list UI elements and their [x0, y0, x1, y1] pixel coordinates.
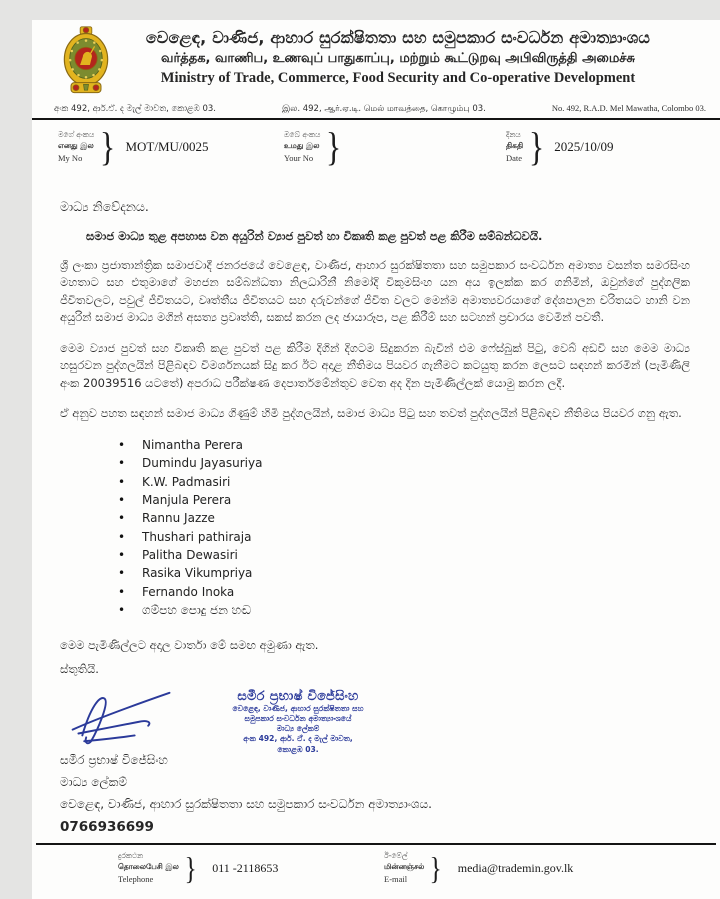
accused-name-list [118, 437, 690, 620]
stamp-line: මාධ්‍ය ලේකම් [276, 724, 320, 734]
address-sinhala: අංක 492, ආර්.ඒ. ද මැල් මාවත, කොළඹ 03. [54, 104, 217, 114]
header-divider [32, 118, 720, 120]
telephone-value: 011 -2118653 [212, 860, 279, 875]
my-no-block [58, 124, 209, 169]
list-item: • K.W. Padmasiri [118, 474, 690, 491]
subject-line: සමාජ මාධ්‍ය තුළ අපහාස වන අයුරින් ව්‍යාජ පුවත් හා විකෘති කළ පුවත් පළ කිරීම සම්බන්ධවයි. [86, 229, 543, 243]
paragraph-1: ශ්‍රී ලංකා ප්‍රජාතාන්ත්‍රික සමාජවාදී ජනරජයේ වෙළෙඳ, වාණිජ, ආහාර සුරක්ෂිතතා සහ සමුපකාර සංවර්ධන අමාත්‍ය වසන්ත සමරසිංහ මහතාට සහ එතුමාගේ මහජන සම්බන්ධතා නිලධාරිනී නිමෝදි විකුමසිංහ යන අය ඉලක්ක කර ගනිමින්, ඔවුන්ගේ පුද්ගලික ජීවිතවලට, පවුල් ජීවිතයට, වෘත්තීය ජීවිතයට සහ දරුවන්ගේ ජීවිත වලට මෙන්ම අමාත්‍යවරයාගේ දේශපාලන චරිතයට හානි වන අයුරින් සමාජ මාධ්‍ය මගින් අසත්‍ය ප්‍රවෘත්ති, සකස් කරන ලද ඡායාරූප, පළ කිරීම් සහ සටහන් ප්‍රචාරය වෙමින් පවතී. [60, 258, 690, 325]
list-item: • ගම්පහ පොදු ජන හඬ [118, 602, 690, 619]
bracket-glyph: } [100, 124, 116, 169]
my-no-value: MOT/MU/0025 [125, 139, 209, 154]
your-no-labels [284, 130, 320, 164]
stamp-line: අංක 492, ආර්. ඒ. ද මැල් මාවත, [243, 734, 353, 744]
paragraph-3: ඒ අනුව පහත සඳහන් සමාජ මාධ්‍ය ගිණුම් හිමි පුද්ගලයින්, සමාජ මාධ්‍ය පිටු සහ තවත් පුද්ගලයින් පිළිබඳව නීතිමය පියවර ගනු ඇත. [60, 406, 682, 421]
your-no-label-sinhala: ඔබේ අංකය [284, 129, 321, 139]
email-value: media@trademin.gov.lk [457, 860, 574, 875]
list-item: • Rannu Jazze [118, 510, 690, 527]
list-item: • Dumindu Jayasuriya [118, 455, 690, 472]
bracket-glyph: } [429, 850, 443, 887]
letter-footer [32, 843, 720, 897]
email-labels [384, 851, 424, 885]
your-no-label-english: Your No [284, 152, 314, 163]
your-no-label-tamil: உமது இல [284, 140, 320, 150]
signatory-details [60, 753, 720, 835]
telephone-label-english: Telephone [118, 873, 154, 884]
date-label-sinhala: දිනය [506, 129, 521, 139]
letter-page [32, 20, 720, 899]
letterhead [32, 20, 720, 96]
my-no-label-tamil: எனது இல [58, 140, 94, 150]
paragraph-2: මෙම ව්‍යාජ පුවත් සහ විකෘති කළ පුවත් පළ කිරීම දිගින් දිගටම සිදුකරන බැවින් එම ෆේස්බුක් පිටු, වෙබ් අඩවි සහ මෙම මාධ්‍ය හසුරවන පුද්ගලයින් පිළිබඳව විමර්ශනයක් සිදු කර ඊට අදාළ නීතිමය පියවර ගැනීමට කටයුතු කරන ලෙසට සඳහන් කරමින් (පැමිණිලි අංක 20039516 යටතේ) අපරාධ පරීක්ෂණ දෙපාර්තමේන්තුව වෙත අද දින පැමිණිල්ලක් යොමු කරන ලදී. [60, 340, 690, 390]
signatory-phone: 0766936699 [60, 818, 154, 835]
address-english: No. 492, R.A.D. Mel Mawatha, Colombo 03. [551, 103, 706, 113]
email-label-sinhala: ඊ-මේල් [384, 851, 408, 860]
bracket-glyph: } [326, 124, 342, 169]
ministry-name-sinhala: වෙළෙඳ, වාණිජ, ආහාර සුරක්ෂිතතා සහ සමුපකාර සංවර්ධන අමාත්‍යාංශය [145, 28, 651, 47]
address-tamil: இல. 492, ஆர்.ஏ.டி. மெல் மாவத்தை, கொழும்பு 03. [282, 104, 486, 114]
stamp-line: වෙළෙඳ, වාණිජ, ආහාර සුරක්ෂිතතා සහ [232, 703, 364, 713]
bracket-glyph: } [184, 850, 197, 887]
ministry-name-tamil: வர்த்தக, வாணிப, உணவுப் பாதுகாப்பு, மற்றும் கூட்டுறவு அபிவிருத்தி அமைச்சு [161, 51, 635, 66]
date-label-english: Date [506, 152, 523, 163]
date-label-tamil: திகதி [506, 140, 524, 150]
signatory-ministry: වෙළෙඳ, වාණිජ, ආහාර සුරක්ෂිතතා සහ සමුපකාර සංවර්ධන අමාත්‍යාංශය. [60, 796, 432, 811]
my-no-label-sinhala: මගේ අංකය [58, 129, 95, 139]
email-label-english: E-mail [384, 873, 408, 884]
signatory-title: මාධ්‍ය ලේකම් [60, 774, 127, 789]
telephone-block [118, 851, 278, 885]
handwritten-signature-icon [64, 687, 182, 749]
sri-lanka-national-emblem-icon [60, 26, 112, 96]
your-no-block [284, 124, 352, 169]
telephone-labels [118, 851, 179, 885]
media-release-heading: මාධ්‍ය නිවේදනය. [60, 199, 149, 214]
footer-contacts [32, 845, 720, 897]
ministry-titles [112, 24, 684, 87]
list-item: • Manjula Perera [118, 492, 690, 509]
list-item: • Rasika Vikumpriya [118, 565, 690, 582]
closing-line: මෙම පැමිණිල්ලට අදාල වාර්තා මේ සමඟ අමුණා ඇත. [60, 637, 319, 652]
my-no-label-english: My No [58, 152, 83, 163]
list-item: • Fernando Inoka [118, 584, 690, 601]
thanks-line: ස්තුතියි. [60, 661, 99, 676]
list-item: • Nimantha Perera [118, 437, 690, 454]
stamp-line: සමුපකාර සංවර්ධන අමාත්‍යාංශයේ [244, 713, 352, 723]
date-value: 2025/10/09 [554, 139, 614, 154]
ministry-name-english: Ministry of Trade, Commerce, Food Security and Co-operative Development [160, 70, 636, 86]
official-stamp [182, 689, 414, 755]
email-block [384, 851, 573, 885]
signatory-name: සමීර ප්‍රභාෂ් විජේසිංහ [60, 752, 168, 767]
reference-row [32, 124, 720, 177]
list-item: • Thushari pathiraja [118, 529, 690, 546]
stamp-line: කොළඹ 03. [277, 744, 319, 754]
bracket-glyph: } [529, 124, 545, 169]
date-labels [506, 130, 523, 164]
address-row [32, 96, 720, 118]
letter-body [32, 199, 720, 677]
stamp-name: සමීර ප්‍රභාෂ් විජේසිංහ [237, 688, 359, 704]
date-block [506, 124, 614, 169]
list-item: • Palitha Dewasiri [118, 547, 690, 564]
telephone-label-sinhala: දුරකථන [118, 851, 144, 860]
email-label-tamil: மின்னஞ்சல் [384, 861, 425, 871]
signature-block [32, 687, 720, 754]
my-no-labels [58, 130, 94, 164]
telephone-label-tamil: தொலைபேசி இல [118, 861, 179, 871]
